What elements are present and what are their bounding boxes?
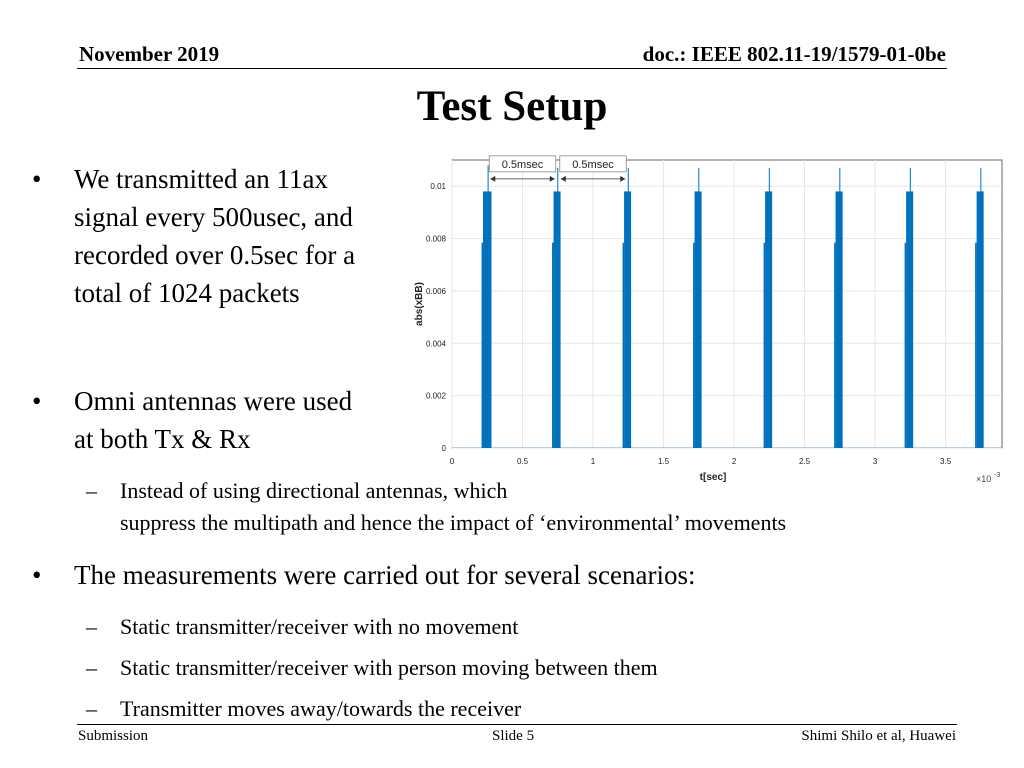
signal-ramp [552, 243, 554, 448]
bullet-line: recorded over 0.5sec for a [74, 240, 356, 270]
slide-title: Test Setup [416, 83, 608, 130]
bullet-line: The measurements were carried out for several scenarios: [74, 560, 696, 590]
x-tick-label: 1.5 [657, 457, 670, 466]
sub-bullet-dash: – [86, 655, 97, 680]
signal-chart [400, 152, 1010, 492]
sub-bullet-text: Static transmitter/receiver with person moving between them [120, 655, 658, 680]
sub-bullet-line: suppress the multipath and hence the impact of ‘environmental’ movements [120, 510, 787, 535]
signal-burst [977, 191, 984, 448]
signal-burst [906, 191, 913, 448]
x-tick-label: 0 [449, 457, 455, 466]
bullet-text [74, 160, 355, 312]
header-date: November 2019 [79, 42, 220, 66]
y-axis-label: abs(xBB) [414, 282, 425, 326]
signal-ramp [834, 243, 836, 448]
annotation-label: 0.5msec [572, 158, 614, 171]
bullet-text [74, 556, 695, 594]
sub-bullet-dash: – [86, 696, 97, 721]
x-tick-label: 3.5 [940, 457, 952, 466]
bullet-dot: • [32, 560, 42, 590]
signal-burst [836, 191, 843, 448]
header-doc-id: doc.: IEEE 802.11-19/1579-01-0be [642, 42, 946, 66]
x-tick-label: 1 [590, 457, 596, 466]
bullet-line: total of 1024 packets [74, 278, 300, 308]
footer-rule [77, 724, 957, 725]
footer-submission: Submission [78, 728, 149, 744]
signal-ramp [764, 243, 766, 448]
header-rule [77, 68, 947, 69]
sub-bullet-text: Transmitter moves away/towards the receiver [120, 696, 522, 721]
bullet-line: We transmitted an 11ax [74, 164, 328, 194]
signal-burst [554, 191, 561, 448]
x-tick-label: 0.5 [516, 457, 529, 466]
plot-area [452, 160, 1002, 448]
signal-burst [483, 191, 491, 448]
bullet-text [74, 382, 352, 458]
signal-ramp [693, 243, 695, 448]
bullet-dot: • [32, 164, 42, 194]
y-tick-label: 0.002 [425, 391, 446, 401]
x-tick-label: 2.5 [799, 457, 811, 466]
signal-burst [765, 191, 772, 448]
x-exponent-power: -3 [994, 472, 1001, 479]
signal-ramp [482, 243, 484, 448]
sub-bullet-text: Static transmitter/receiver with no movement [120, 614, 519, 639]
y-tick-label: 0.004 [425, 339, 446, 349]
bullet-line: signal every 500usec, and [74, 202, 353, 232]
x-axis-label: t[sec] [699, 472, 727, 483]
signal-burst [624, 191, 631, 448]
y-tick-label: 0 [441, 444, 446, 453]
signal-ramp [905, 243, 907, 448]
footer-author: Shimi Shilo et al, Huawei [801, 728, 956, 744]
signal-burst [695, 191, 702, 448]
y-tick-label: 0.008 [425, 234, 446, 244]
y-tick-label: 0.01 [430, 182, 446, 192]
bullet-line: at both Tx & Rx [74, 424, 251, 454]
signal-ramp [623, 243, 625, 448]
sub-bullet-dash: – [86, 614, 97, 639]
x-exponent-label: ×10 [976, 474, 992, 484]
y-tick-label: 0.006 [425, 286, 446, 296]
x-tick-label: 3 [872, 457, 878, 466]
x-tick-label: 2 [731, 457, 737, 466]
bullet-dot: • [32, 386, 42, 416]
sub-bullet-line: Instead of using directional antennas, which [120, 478, 508, 503]
sub-bullet-dash: – [86, 478, 97, 503]
bullet-line: Omni antennas were used [74, 386, 353, 416]
footer-slide-number: Slide 5 [492, 728, 535, 744]
signal-ramp [975, 243, 977, 448]
annotation-label: 0.5msec [501, 158, 544, 171]
